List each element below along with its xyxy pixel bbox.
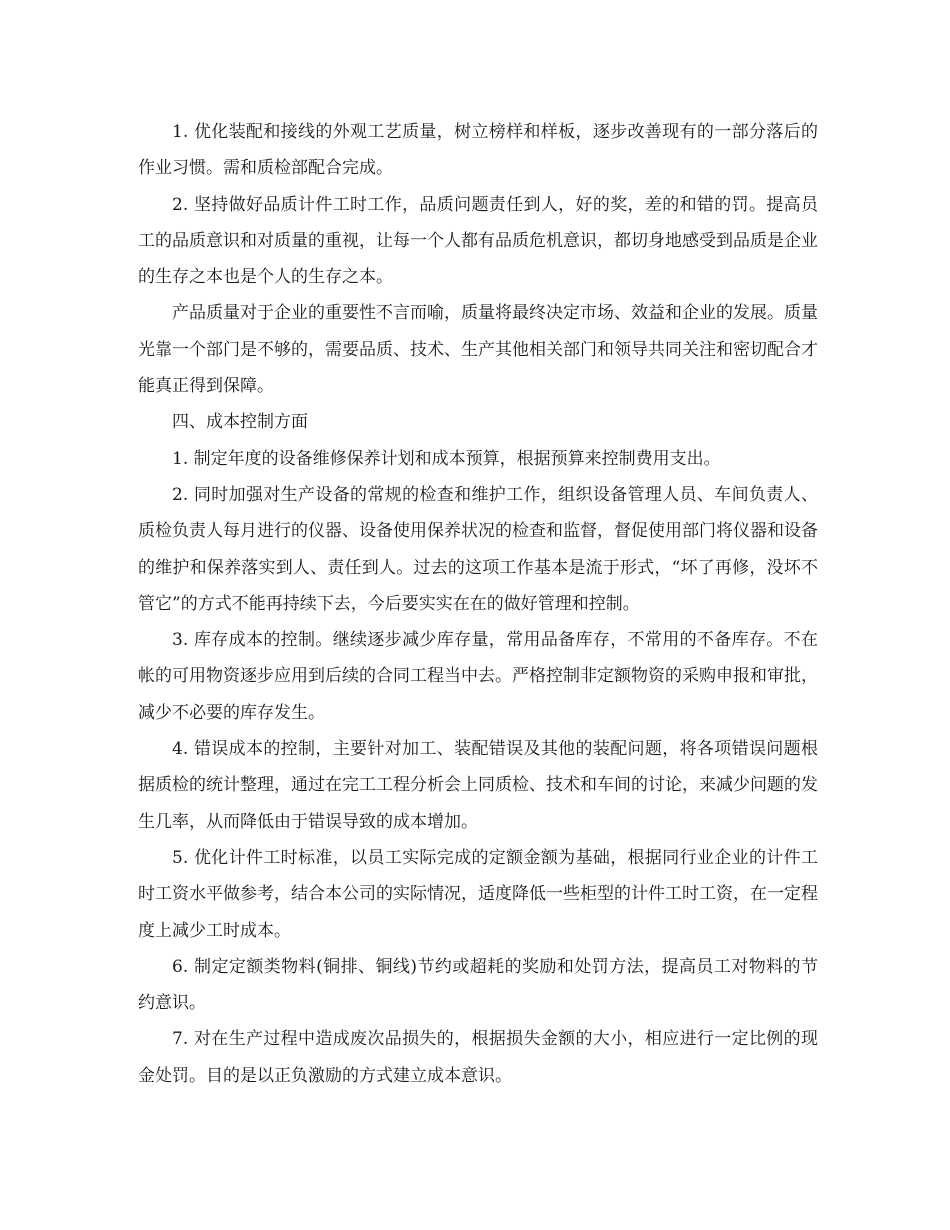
paragraph-quality-summary: 产品质量对于企业的重要性不言而喻，质量将最终决定市场、效益和企业的发展。质量光靠一个部门是不够的，需要品质、技术、生产其他相关部门和领导共同关注和密切配合才能真正得到保障。: [138, 303, 818, 397]
section-heading-cost-control: 四、成本控制方面: [172, 412, 308, 433]
paragraph-quality-item-1: 1. 优化装配和接线的外观工艺质量，树立榜样和样板，逐步改善现有的一部分落后的作业习惯。需和质检部配合完成。: [138, 122, 818, 179]
paragraph-cost-item-3: 3. 库存成本的控制。继续逐步减少库存量，常用品备库存，不常用的不备库存。不在帐的可用物资逐步应用到后续的合同工程当中去。严格控制非定额物资的采购申报和审批，减少不必要的库存发生。: [138, 630, 818, 723]
paragraph-cost-item-7: 7. 对在生产过程中造成废次品损失的，根据损失金额的大小，相应进行一定比例的现金处罚。目的是以正负激励的方式建立成本意识。: [138, 1029, 818, 1086]
paragraph-cost-item-2: 2. 同时加强对生产设备的常规的检查和维护工作，组织设备管理人员、车间负责人、质检负责人每月进行的仪器、设备使用保养状况的检查和监督，督促使用部门将仪器和设备的维护和保养落实到人、责任到人。过去的这项工作基本是流于形式，“坏了再修，没坏不管它”的方式不能再持续下去，今后要实实在在的做好管理和控制。: [138, 484, 818, 614]
paragraph-cost-item-1: 1. 制定年度的设备维修保养计划和成本预算，根据预算来控制费用支出。: [172, 448, 721, 469]
paragraph-cost-item-6: 6. 制定定额类物料(铜排、铜线)节约或超耗的奖励和处罚方法，提高员工对物料的节约意识。: [138, 956, 818, 1014]
paragraph-cost-item-4: 4. 错误成本的控制，主要针对加工、装配错误及其他的装配问题，将各项错误问题根据质检的统计整理，通过在完工工程分析会上同质检、技术和车间的讨论，来减少问题的发生几率，从而降低由于错误导致的成本增加。: [138, 739, 818, 832]
document-body: [138, 114, 818, 1094]
paragraph-quality-item-2: 2. 坚持做好品质计件工时工作，品质问题责任到人，好的奖，差的和错的罚。提高员工的品质意识和对质量的重视，让每一个人都有品质危机意识，都切身地感受到品质是企业的生存之本也是个人的生存之本。: [138, 194, 818, 288]
paragraph-cost-item-5: 5. 优化计件工时标准，以员工实际完成的定额金额为基础，根据同行业企业的计件工时工资水平做参考，结合本公司的实际情况，适度降低一些柜型的计件工时工资，在一定程度上减少工时成本。: [138, 847, 818, 941]
